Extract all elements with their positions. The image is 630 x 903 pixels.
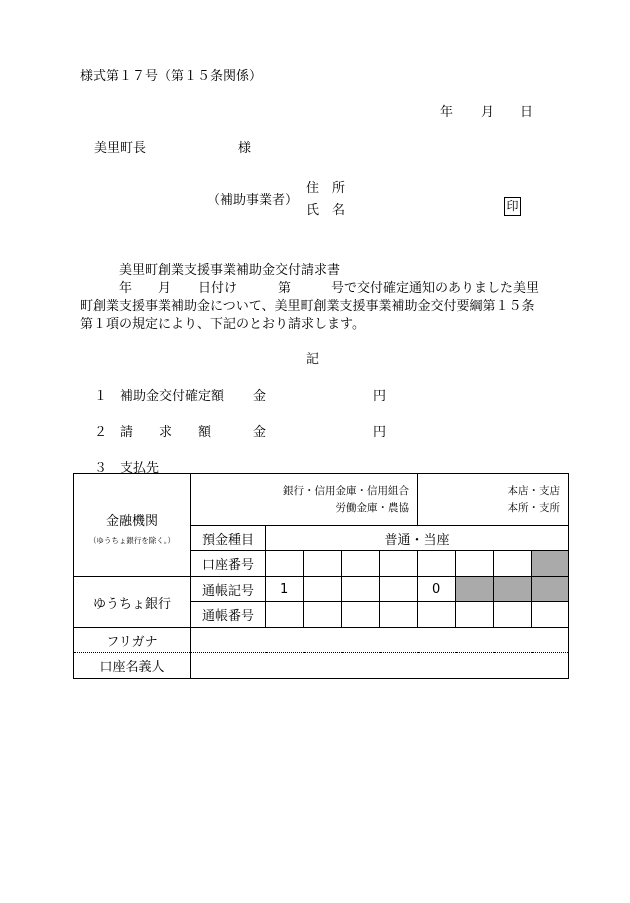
passbook-number-digit-2[interactable] — [304, 602, 342, 628]
form-number: 様式第１７号（第１５条関係） — [80, 69, 263, 84]
account-digit-2[interactable] — [304, 551, 342, 577]
payment-table — [73, 473, 569, 679]
document-title: 美里町創業支援事業補助金交付請求書 — [119, 263, 341, 278]
account-digit-7[interactable] — [494, 551, 532, 577]
passbook-symbol-digit-1[interactable]: 1 — [266, 577, 304, 602]
branch-types-cell — [418, 474, 569, 526]
passbook-symbol-label: 通帳記号 — [191, 577, 266, 602]
account-number-label: 口座番号 — [191, 551, 266, 577]
bank-note: （ゆうちょ銀行を除く。） — [88, 536, 176, 545]
addressee-name: 美里町長 — [94, 141, 147, 156]
account-digit-1[interactable] — [266, 551, 304, 577]
passbook-number-label: 通帳番号 — [191, 602, 266, 628]
passbook-symbol-digit-4[interactable] — [380, 577, 418, 602]
body-line2: 町創業支援事業補助金について、美里町創業支援事業補助金交付要綱第１５条 — [80, 299, 535, 314]
body-line1-rest: 号で交付確定通知のありました美里 — [331, 281, 540, 296]
account-holder-label: 口座名義人 — [74, 653, 191, 679]
account-holder-field[interactable] — [191, 653, 569, 679]
passbook-symbol-digit-3[interactable] — [342, 577, 380, 602]
account-digit-4[interactable] — [380, 551, 418, 577]
passbook-symbol-digit-2[interactable] — [304, 577, 342, 602]
passbook-symbol-shaded-2 — [494, 577, 532, 602]
passbook-symbol-shaded-1 — [456, 577, 494, 602]
passbook-number-digit-3[interactable] — [342, 602, 380, 628]
passbook-number-digit-6[interactable] — [456, 602, 494, 628]
seal-mark: 印 — [504, 197, 521, 216]
account-digit-5[interactable] — [418, 551, 456, 577]
item1-num: １ — [94, 389, 108, 404]
item1-label: 補助金交付確定額 — [120, 389, 225, 404]
item3-label: 支払先 — [120, 461, 160, 476]
yucho-label: ゆうちょ銀行 — [74, 577, 191, 628]
branch-types-line2: 本所・支所 — [507, 501, 560, 514]
item1-yen: 円 — [373, 389, 387, 404]
item1-kin: 金 — [253, 389, 267, 404]
body-line1-month: 月 — [158, 281, 172, 296]
item3-num: ３ — [94, 461, 108, 476]
body-line3: 第１項の規定により、下記のとおり請求します。 — [80, 317, 365, 332]
bank-types-cell — [191, 474, 418, 526]
header-month: 月 — [481, 105, 495, 120]
bank-header-cell — [74, 474, 191, 577]
bank-label: 金融機関 — [105, 514, 158, 529]
item2-num: ２ — [94, 425, 108, 440]
name-label: 氏 名 — [306, 203, 346, 218]
body-line1-year: 年 — [119, 281, 133, 296]
furigana-label: フリガナ — [74, 628, 191, 653]
passbook-number-digit-5[interactable] — [418, 602, 456, 628]
bank-types-line2: 労働金庫・農協 — [335, 501, 409, 514]
header-year: 年 — [440, 105, 454, 120]
body-line1-dai: 第 — [278, 281, 292, 296]
applicant-role: （補助事業者） — [207, 193, 299, 208]
account-digit-3[interactable] — [342, 551, 380, 577]
passbook-symbol-shaded-3 — [532, 577, 569, 602]
passbook-number-digit-7[interactable] — [494, 602, 532, 628]
passbook-number-digit-8[interactable] — [532, 602, 569, 628]
account-digit-6[interactable] — [456, 551, 494, 577]
address-label: 住 所 — [306, 181, 346, 196]
body-line1-day: 日付け — [198, 281, 238, 296]
deposit-type-label: 預金種目 — [191, 526, 266, 551]
passbook-symbol-digit-5[interactable]: 0 — [418, 577, 456, 602]
account-digit-8-shaded — [532, 551, 569, 577]
furigana-field[interactable] — [191, 628, 569, 653]
passbook-number-digit-4[interactable] — [380, 602, 418, 628]
bank-types-line1: 銀行・信用金庫・信用組合 — [283, 484, 409, 497]
passbook-number-digit-1[interactable] — [266, 602, 304, 628]
branch-types-line1: 本店・支店 — [507, 484, 560, 497]
item2-yen: 円 — [373, 425, 387, 440]
deposit-type-value[interactable]: 普通・当座 — [266, 526, 569, 551]
item2-label: 請 求 額 — [120, 425, 212, 440]
ki-heading: 記 — [306, 352, 320, 367]
header-day: 日 — [520, 105, 534, 120]
item2-kin: 金 — [253, 425, 267, 440]
addressee-honorific: 様 — [238, 141, 252, 156]
